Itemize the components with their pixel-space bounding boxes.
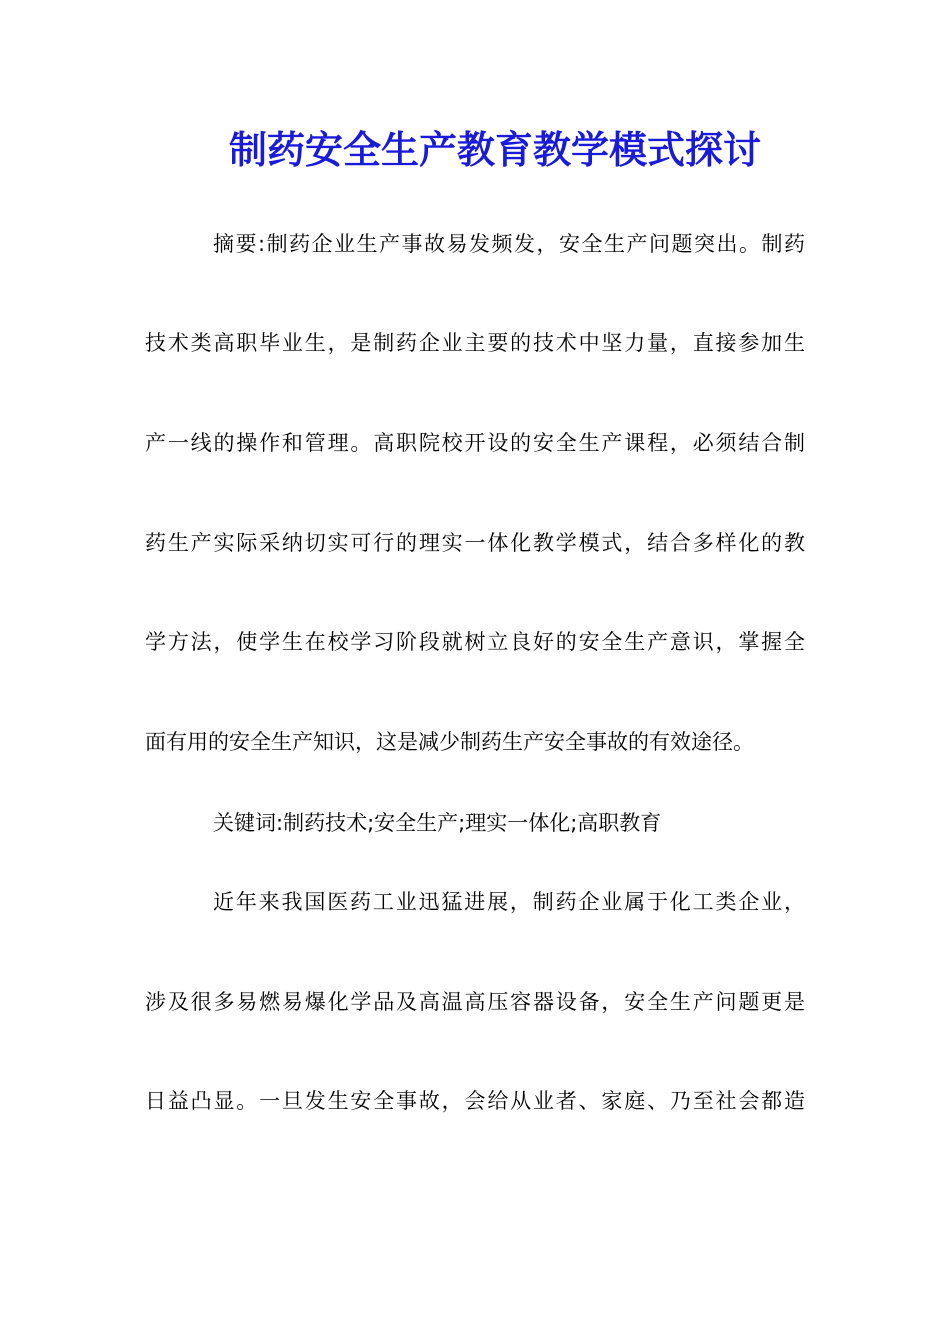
abstract-line-5: 学方法，使学生在校学习阶段就树立良好的安全生产意识，掌握全 [145, 630, 805, 654]
body-line-3: 日益凸显。一旦发生安全事故，会给从业者、家庭、乃至社会都造 [145, 1089, 805, 1113]
abstract-line-6: 面有用的安全生产知识，这是减少制药生产安全事故的有效途径。 [145, 730, 754, 754]
abstract-line-3: 产一线的操作和管理。高职院校开设的安全生产课程，必须结合制 [145, 431, 805, 455]
keywords-line: 关键词:制药技术;安全生产;理实一体化;高职教育 [213, 811, 662, 835]
document-title: 制药安全生产教育教学模式探讨 [228, 127, 761, 172]
abstract-line-1: 摘要:制药企业生产事故易发频发，安全生产问题突出。制药 [213, 232, 805, 256]
body-line-1: 近年来我国医药工业迅猛进展，制药企业属于化工类企业， [213, 890, 805, 914]
abstract-line-2: 技术类高职毕业生，是制药企业主要的技术中坚力量，直接参加生 [145, 331, 805, 355]
body-line-2: 涉及很多易燃易爆化学品及高温高压容器设备，安全生产问题更是 [145, 990, 805, 1014]
abstract-line-4: 药生产实际采纳切实可行的理实一体化教学模式，结合多样化的教 [145, 531, 805, 555]
